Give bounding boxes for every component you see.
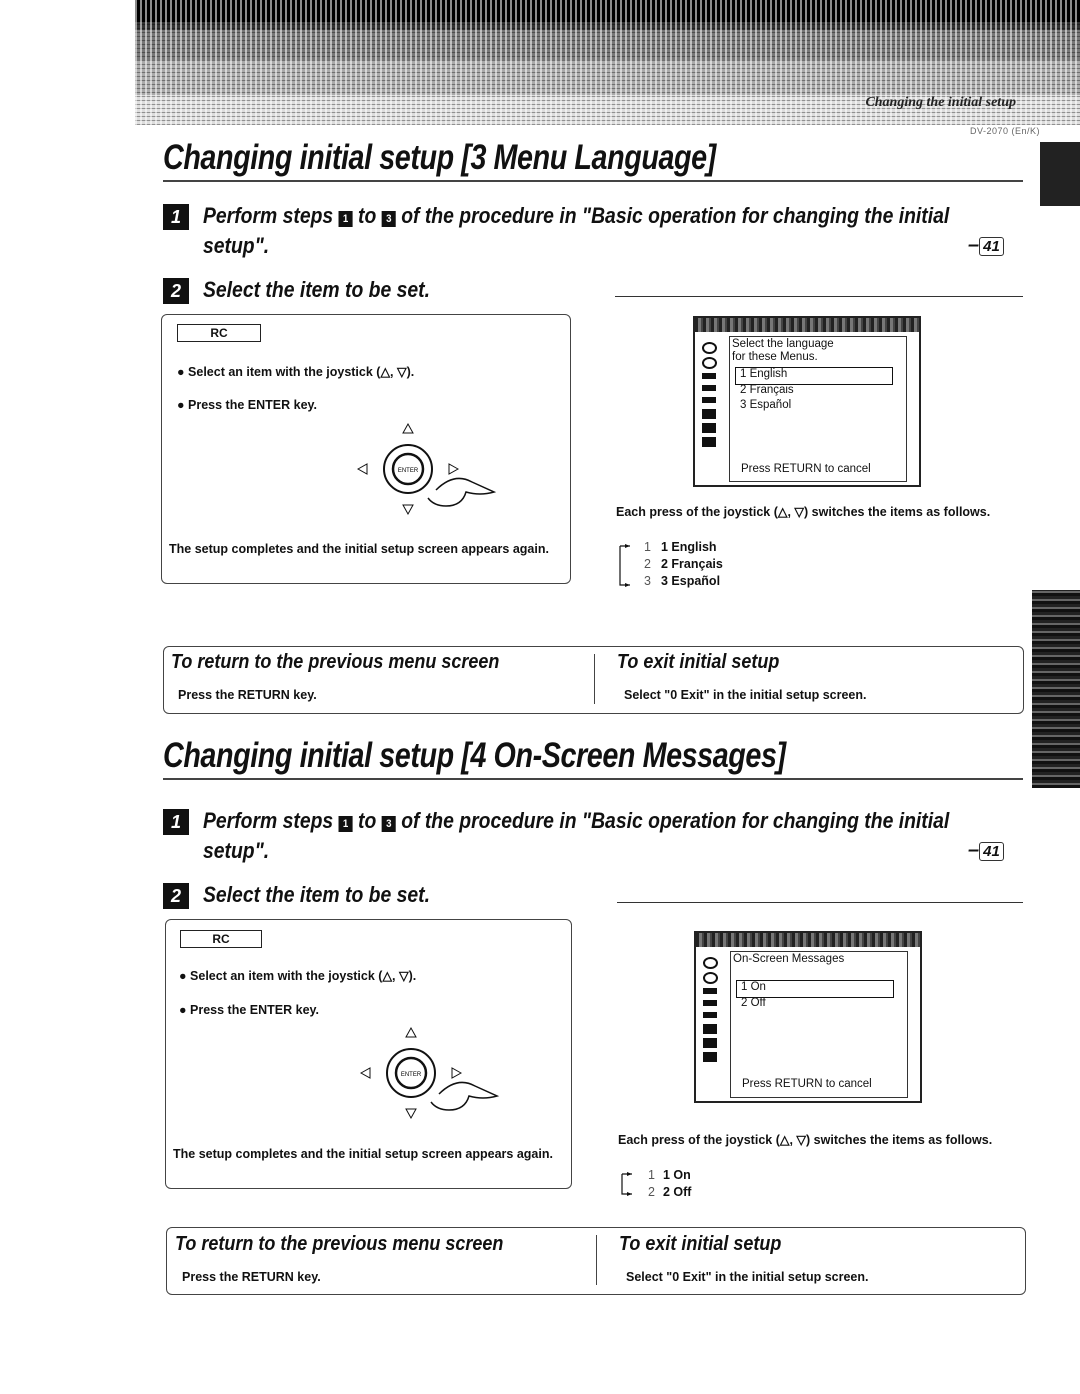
return-title: To return to the previous menu screen [175,1233,504,1255]
cycle-index: 1 [644,540,651,554]
page-ref-number: 41 [979,237,1004,256]
osd-footer: Press RETURN to cancel [742,1078,872,1090]
chapter-tab [1040,142,1080,206]
step-number: 1 [163,204,189,230]
osd-item: 1 English [740,368,788,380]
page-ref-number: 41 [979,842,1004,861]
page-reference: – 41 [968,234,1004,257]
return-text: Press the RETURN key. [182,1270,321,1284]
instruction-1-text: Select an item with the joystick (△, ▽). [190,969,417,983]
cycle-index: 1 [648,1168,655,1182]
step-text-part: to [358,203,377,228]
step-1-text-line2: setup". [203,233,270,258]
osd-header-line: Select the language [732,338,834,350]
instruction-1: ● Select an item with the joystick (△, ▽). [177,365,415,379]
exit-text: Select "0 Exit" in the initial setup screen. [626,1270,869,1284]
completion-text: The setup completes and the initial setup screen appears again. [169,542,549,556]
osd-screen [693,316,921,487]
step-number: 1 [163,809,189,835]
title-underline [163,778,1023,780]
cycle-index: 3 [644,574,651,588]
osd-header-line: On-Screen Messages [733,953,845,965]
step-number: 2 [163,883,189,909]
osd-side-icons [696,947,728,1101]
step-number: 2 [163,278,189,304]
step-text-part: to [358,808,377,833]
return-title: To return to the previous menu screen [171,651,500,673]
switch-description: Each press of the joystick (△, ▽) switches the items as follows. [616,505,991,519]
cycle-item: 1 On [663,1168,691,1182]
page-reference: – 41 [968,839,1004,862]
exit-title: To exit initial setup [617,651,780,673]
exit-title: To exit initial setup [619,1233,782,1255]
switch-description: Each press of the joystick (△, ▽) switches the items as follows. [618,1133,993,1147]
osd-side-icons [695,332,727,485]
joystick-illustration [340,420,510,530]
completion-text: The setup completes and the initial setup screen appears again. [173,1147,553,1161]
step-1-text [203,201,949,231]
instruction-1-text: Select an item with the joystick (△, ▽). [188,365,415,379]
box-divider [594,654,595,704]
instruction-2-text: Press the ENTER key. [188,398,318,412]
rc-label: RC [180,930,262,948]
step-ref-number: 3 [382,816,396,832]
step-rule [617,902,1023,903]
hand-icon [431,1082,497,1110]
return-text: Press the RETURN key. [178,688,317,702]
instruction-1: ● Select an item with the joystick (△, ▽). [179,969,417,983]
step-1-text [203,806,949,836]
cycle-index: 2 [644,557,651,571]
section-title: Changing initial setup [3 Menu Language] [163,138,716,177]
cycle-item: 3 Español [661,574,721,588]
osd-item: 2 Français [740,384,794,396]
cycle-arrow [617,544,631,590]
step-text-part: Perform steps [203,203,334,228]
osd-item: 3 Español [740,399,792,411]
step-ref-number: 1 [339,211,353,227]
step-text-part: of the procedure in "Basic operation for changing the initial [401,808,950,833]
instruction-2: ● Press the ENTER key. [177,398,318,412]
step-2-text: Select the item to be set. [203,882,431,907]
enter-label: ENTER [400,1072,422,1078]
cycle-arrow [619,1172,633,1198]
cycle-item: 2 Off [663,1185,692,1199]
osd-item: 2 Off [741,997,766,1009]
cycle-index: 2 [648,1185,655,1199]
osd-item: 1 On [741,981,766,993]
model-number: DV-2070 (En/K) [969,126,1040,136]
header-banner [135,0,1080,125]
osd-screen [694,931,922,1103]
osd-top-bar [696,933,920,947]
osd-panel [730,951,908,1098]
osd-top-bar [695,318,919,332]
instruction-2-text: Press the ENTER key. [190,1003,320,1017]
box-divider [596,1235,597,1285]
instruction-2: ● Press the ENTER key. [179,1003,320,1017]
side-thumb-tab [1032,590,1080,788]
joystick-illustration [343,1024,513,1134]
section-title: Changing initial setup [4 On-Screen Messages] [163,736,786,775]
osd-footer: Press RETURN to cancel [741,463,871,475]
step-text-part: of the procedure in "Basic operation for changing the initial [401,203,950,228]
step-ref-number: 3 [382,211,396,227]
step-1-text-line2: setup". [203,838,270,863]
rc-label: RC [177,324,261,342]
cycle-item: 1 English [661,540,717,554]
step-rule [615,296,1023,297]
title-underline [163,180,1023,182]
osd-header-line: for these Menus. [732,351,818,363]
step-2-text: Select the item to be set. [203,277,431,302]
step-ref-number: 1 [339,816,353,832]
cycle-item: 2 Français [661,557,723,571]
banner-title: Changing the initial setup [865,95,1016,110]
hand-icon [428,478,494,506]
step-text-part: Perform steps [203,808,334,833]
enter-label: ENTER [397,468,419,474]
exit-text: Select "0 Exit" in the initial setup screen. [624,688,867,702]
